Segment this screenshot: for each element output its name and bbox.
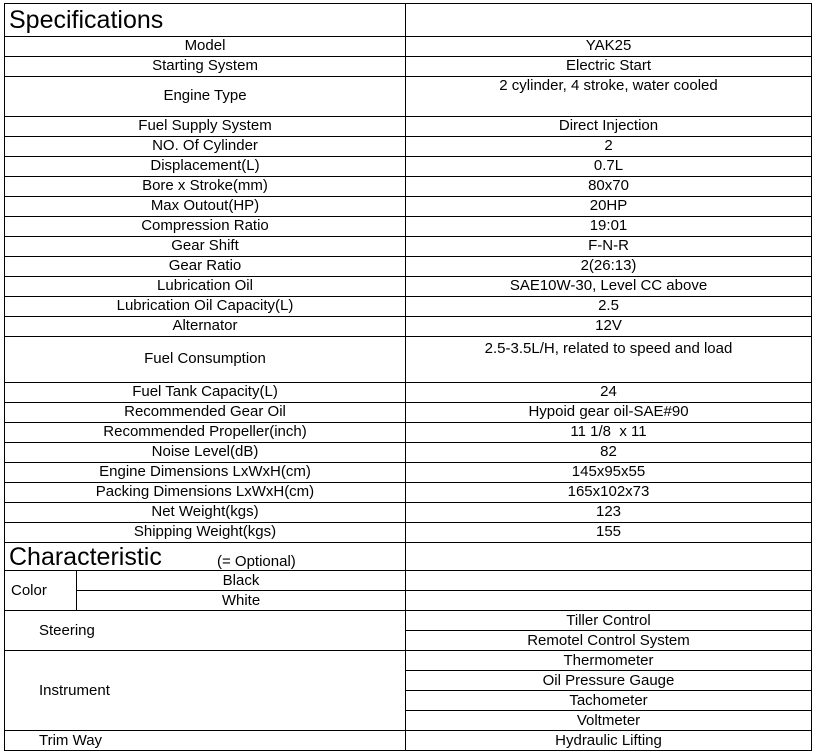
spec-value-net-weight: 123 [595, 503, 622, 520]
spec-label-alternator: Alternator [172, 317, 238, 334]
spec-label-gear-oil: Recommended Gear Oil [124, 403, 286, 420]
spec-label-gear-ratio: Gear Ratio [168, 257, 242, 274]
spec-value-fuel-tank: 24 [600, 383, 617, 400]
spec-label-starting-system: Starting System [152, 57, 258, 74]
spec-value-starting-system: Electric Start [565, 57, 652, 74]
spec-label-lubrication-oil: Lubrication Oil [157, 277, 253, 294]
trim-way-option-hydraulic: Hydraulic Lifting [555, 732, 662, 749]
spec-label-bore-stroke: Bore x Stroke(mm) [142, 177, 268, 194]
spec-value-cylinders: 2 [604, 137, 613, 154]
characteristic-title: Characteristic [9, 543, 162, 571]
spec-label-model: Model [184, 37, 226, 54]
spec-value-max-output: 20HP [589, 197, 628, 214]
spec-label-fuel-tank: Fuel Tank Capacity(L) [132, 383, 278, 400]
spec-value-fuel-consumption: 2.5-3.5L/H, related to speed and load [484, 340, 733, 357]
spec-value-alternator: 12V [595, 317, 622, 334]
spec-label-shipping-weight: Shipping Weight(kgs) [133, 523, 277, 540]
spec-label-net-weight: Net Weight(kgs) [151, 503, 259, 520]
spec-value-oil-capacity: 2.5 [598, 297, 619, 314]
color-option-white: White [221, 592, 261, 609]
spec-value-shipping-weight: 155 [595, 523, 622, 540]
spec-label-oil-capacity: Lubrication Oil Capacity(L) [116, 297, 294, 314]
spec-label-propeller: Recommended Propeller(inch) [103, 423, 307, 440]
optional-note: (= Optional) [217, 553, 296, 570]
spec-value-noise-level: 82 [600, 443, 617, 460]
spec-value-propeller: 11 1/8 x 11 [570, 423, 647, 440]
spec-label-compression: Compression Ratio [141, 217, 269, 234]
spec-value-gear-oil: Hypoid gear oil-SAE#90 [528, 403, 689, 420]
spec-label-fuel-supply: Fuel Supply System [138, 117, 272, 134]
spec-value-displacement: 0.7L [593, 157, 624, 174]
spec-label-gear-shift: Gear Shift [171, 237, 239, 254]
spec-value-engine-type: 2 cylinder, 4 stroke, water cooled [499, 77, 718, 94]
spec-value-bore-stroke: 80x70 [588, 177, 629, 194]
spec-label-engine-dimensions: Engine Dimensions LxWxH(cm) [99, 463, 311, 480]
spec-label-max-output: Max Outout(HP) [150, 197, 260, 214]
spec-value-gear-ratio: 2(26:13) [580, 257, 637, 274]
spec-value-fuel-supply: Direct Injection [558, 117, 659, 134]
instrument-option-oil-pressure: Oil Pressure Gauge [542, 672, 675, 689]
steering-option-tiller: Tiller Control [566, 612, 651, 629]
spec-value-lubrication-oil: SAE10W-30, Level CC above [509, 277, 708, 294]
instrument-option-voltmeter: Voltmeter [576, 712, 641, 729]
color-option-black: Black [222, 572, 260, 589]
spec-label-packing-dimensions: Packing Dimensions LxWxH(cm) [95, 483, 315, 500]
steering-option-remote: Remotel Control System [527, 632, 690, 649]
spec-value-engine-dimensions: 145x95x55 [571, 463, 646, 480]
spec-value-compression: 19:01 [589, 217, 628, 234]
spec-value-gear-shift: F-N-R [588, 237, 629, 254]
spec-label-engine-type: Engine Type [163, 87, 247, 104]
trim-way-label: Trim Way [39, 732, 103, 749]
spec-value-model: YAK25 [585, 37, 632, 54]
steering-label: Steering [39, 622, 95, 639]
instrument-label: Instrument [39, 682, 110, 699]
instrument-option-tachometer: Tachometer [569, 692, 648, 709]
spec-label-displacement: Displacement(L) [150, 157, 260, 174]
color-label: Color [11, 582, 47, 599]
spec-label-cylinders: NO. Of Cylinder [152, 137, 258, 154]
instrument-option-thermometer: Thermometer [563, 652, 654, 669]
specifications-title: Specifications [9, 6, 164, 34]
spec-label-noise-level: Noise Level(dB) [151, 443, 259, 460]
spec-label-fuel-consumption: Fuel Consumption [144, 350, 266, 367]
spec-value-packing-dimensions: 165x102x73 [567, 483, 650, 500]
